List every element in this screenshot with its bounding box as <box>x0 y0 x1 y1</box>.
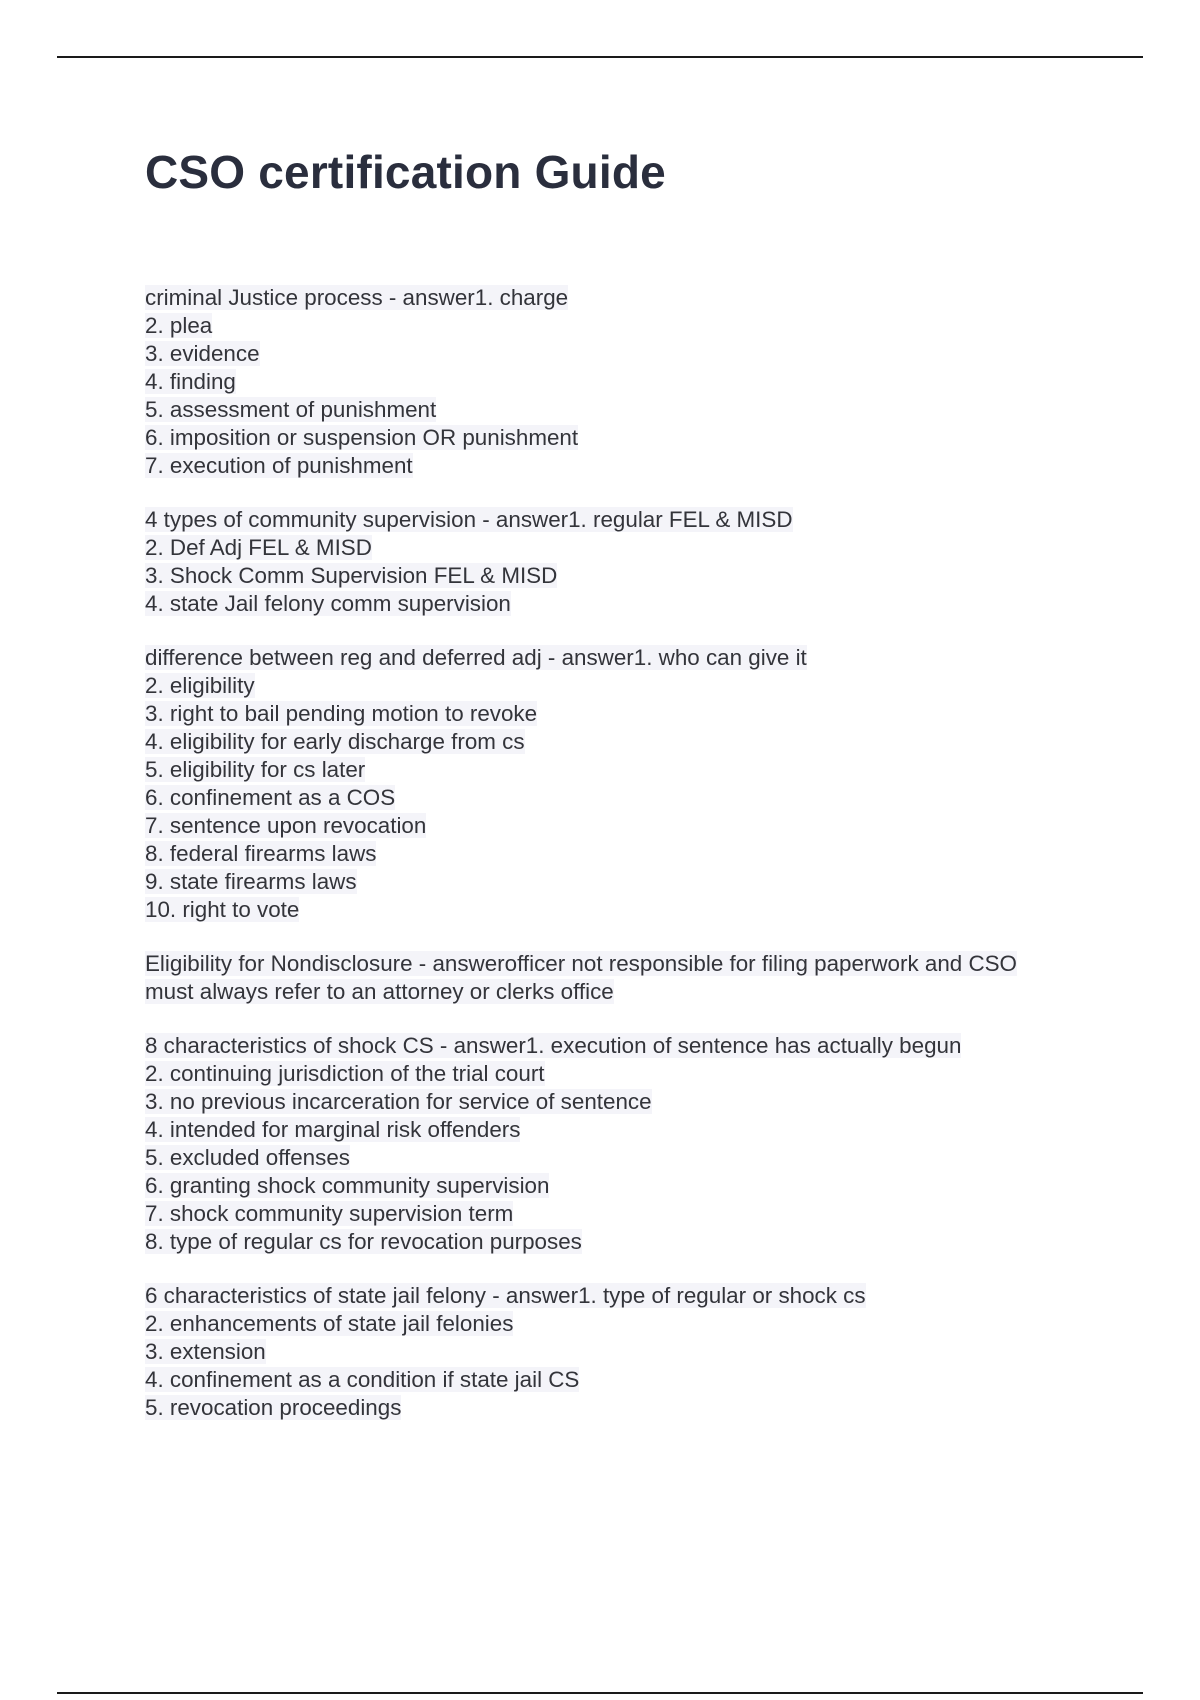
text-line: 3. extension <box>145 1339 266 1364</box>
qa-block-criminal-justice-process <box>145 284 1105 480</box>
text-line: 8. type of regular cs for revocation purposes <box>145 1229 582 1254</box>
qa-block-nondisclosure <box>145 950 1105 1006</box>
text-line: 8. federal firearms laws <box>145 841 377 866</box>
page-title: CSO certification Guide <box>145 146 666 198</box>
document-body <box>145 284 1105 1448</box>
header-rule <box>57 56 1143 58</box>
text-line: 2. eligibility <box>145 673 255 698</box>
text-line: 8 characteristics of shock CS - answer1. execution of sentence has actually begun <box>145 1033 962 1058</box>
qa-block-community-supervision-types <box>145 506 1105 618</box>
text-line: 2. continuing jurisdiction of the trial court <box>145 1061 545 1086</box>
text-line: 2. Def Adj FEL & MISD <box>145 535 372 560</box>
text-line: 4. intended for marginal risk offenders <box>145 1117 521 1142</box>
footer-rule <box>57 1692 1143 1694</box>
text-line: 2. plea <box>145 313 213 338</box>
text-line: 6. imposition or suspension OR punishment <box>145 425 579 450</box>
text-line: must always refer to an attorney or clerks office <box>145 979 614 1004</box>
text-line: Eligibility for Nondisclosure - answerofficer not responsible for filing paperwork and CSO <box>145 951 1017 976</box>
text-line: 4. eligibility for early discharge from cs <box>145 729 525 754</box>
qa-block-shock-cs <box>145 1032 1105 1256</box>
text-line: 2. enhancements of state jail felonies <box>145 1311 514 1336</box>
text-line: 4. finding <box>145 369 236 394</box>
text-line: 4 types of community supervision - answer1. regular FEL & MISD <box>145 507 793 532</box>
text-line: 9. state firearms laws <box>145 869 357 894</box>
text-line: 5. excluded offenses <box>145 1145 350 1170</box>
text-line: 3. evidence <box>145 341 260 366</box>
text-line: criminal Justice process - answer1. charge <box>145 285 569 310</box>
text-line: 3. right to bail pending motion to revoke <box>145 701 538 726</box>
text-line: 7. execution of punishment <box>145 453 413 478</box>
text-line: 10. right to vote <box>145 897 300 922</box>
text-line: 6 characteristics of state jail felony - answer1. type of regular or shock cs <box>145 1283 866 1308</box>
text-line: 3. no previous incarceration for service of sentence <box>145 1089 652 1114</box>
text-line: 7. sentence upon revocation <box>145 813 427 838</box>
text-line: 3. Shock Comm Supervision FEL & MISD <box>145 563 558 588</box>
text-line: 4. confinement as a condition if state jail CS <box>145 1367 580 1392</box>
text-line: 5. assessment of punishment <box>145 397 437 422</box>
qa-block-state-jail-felony <box>145 1282 1105 1422</box>
text-line: 6. confinement as a COS <box>145 785 396 810</box>
qa-block-reg-vs-deferred <box>145 644 1105 924</box>
text-line: 4. state Jail felony comm supervision <box>145 591 511 616</box>
text-line: 5. eligibility for cs later <box>145 757 366 782</box>
text-line: 7. shock community supervision term <box>145 1201 514 1226</box>
text-line: 6. granting shock community supervision <box>145 1173 550 1198</box>
text-line: difference between reg and deferred adj - answer1. who can give it <box>145 645 807 670</box>
text-line: 5. revocation proceedings <box>145 1395 402 1420</box>
